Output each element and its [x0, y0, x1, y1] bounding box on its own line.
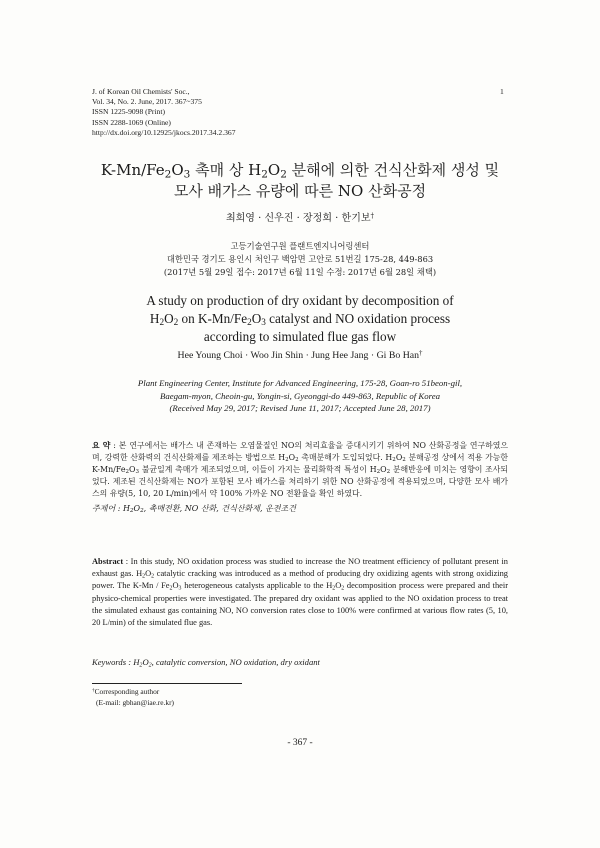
korean-abstract: 요 약 : 본 연구에서는 배가스 내 존재하는 오염물질인 NO의 처리효율을 증대시키기 위하여 NO 산화공정을 연구하였으며, 강력한 산화력의 건식산화제를 제조하는 방법으로 $H_2O_2$ 촉매분해가 도입되었다. $H_2O_2$ 분해공정 상에서 적용 가능한 $K-Mn/Fe_2O_3$ 불균일계 촉매가 제조되었으며, 이들이 가지는 물리화학적 특성이 $H_2O_2$ 분해반응에 미치는 영향이 조사되었다. 제조된 건식산화제는 NO가 포함된 모사 배가스를 처리하기 위한 NO 산화공정에 적용되었으며, 다양한 모사 배가스의 유량(5, 10, 20 L/min)에서 약 100% 가까운 NO 전환율을 확인 하였다.: [92, 441, 508, 498]
english-title: A study on production of dry oxidant by decomposition of $H_2O_2$ on $K-Mn/Fe_2O_3$ catalyst and NO oxidation process according to simulated flue gas flow: [146, 293, 454, 344]
contact-email: (E-mail: gbhan@iae.re.kr): [96, 697, 175, 707]
korean-keywords: 주제어 : $H_2O_2$, 촉매전환, NO 산화, 건식산화제, 운전조건: [92, 504, 297, 515]
journal-meta: [92, 87, 236, 138]
journal-volume: Vol. 34, No. 2. June, 2017. 367~375: [92, 97, 202, 107]
journal-name: J. of Korean Oil Chemists' Soc.,: [92, 87, 190, 96]
english-keywords: Keywords : $H_2O_2$, catalytic conversion, NO oxidation, dry oxidant: [92, 657, 320, 669]
korean-authors: 최희영 · 신우진 · 장정희 · 한기보†: [225, 211, 375, 224]
english-abstract: Abstract : In this study, NO oxidation process was studied to increase the NO treatment efficiency of pollutant present in exhaust gas. $H_2O_2$ catalytic cracking was introduced as a method of producing dry oxidizing agents with strong oxidizing power. The $K-Mn / Fe_2O_3$ heterogeneous catalysts applicable to the $H_2O_2$ decomposition process were prepared and their physico-chemical properties were investigated. The prepared dry oxidant was applied to the NO oxidation process to treat the simulated exhaust gas containing NO, NO conversion rates close to 100% were confirmed at various flow rates (5, 10, 20 L/min) of the simulated flue gas.: [92, 557, 509, 628]
footnote-divider: [92, 683, 242, 684]
issn-print: ISSN 1225-9098 (Print): [92, 107, 165, 117]
korean-affiliation: 고등기술연구원 플랜트엔지니어링센터 대한민국 경기도 용인시 처인구 백암면 고안로 51번길 175-28, 449-863 (2017년 5월 29일 접수: 2017년 6월 11일 수정: 2017년 6월 28일 채택): [163, 241, 437, 277]
corresponding-mark: †: [370, 211, 375, 220]
english-authors: Hee Young Choi · Woo Jin Shin · Jung Hee Jang · Gi Bo Han†: [177, 349, 423, 361]
korean-title-line2: 모사 배가스 유량에 따른 NO 산화공정: [173, 182, 427, 200]
page-number: - 367 -: [287, 738, 313, 748]
corner-page-number: 1: [500, 87, 504, 96]
doi-link[interactable]: http://dx.doi.org/10.12925/jkocs.2017.34.2.367: [92, 127, 236, 137]
korean-title: [60, 160, 540, 202]
footnote: †Corresponding author (E-mail: gbhan@iae.re.kr): [92, 687, 175, 707]
corresponding-mark-en: †: [419, 349, 423, 357]
korean-title-line1: $K-Mn/Fe_2O_3$ 촉매 상 $H_2O_2$ 분해에 의한 건식산화제 생성 및: [100, 161, 500, 181]
english-affiliation: Plant Engineering Center, Institute for Advanced Engineering, 175-28, Goan-ro 51beon-gil, Baegam-myon, Cheoin-gu, Yongin-si, Gyeonggi-do 449-863, Republic of Korea (Received May 29, 2017; Revised June 11, 2017; Accepted June 28, 2017): [137, 378, 463, 413]
issn-online: ISSN 2288-1069 (Online): [92, 117, 171, 127]
